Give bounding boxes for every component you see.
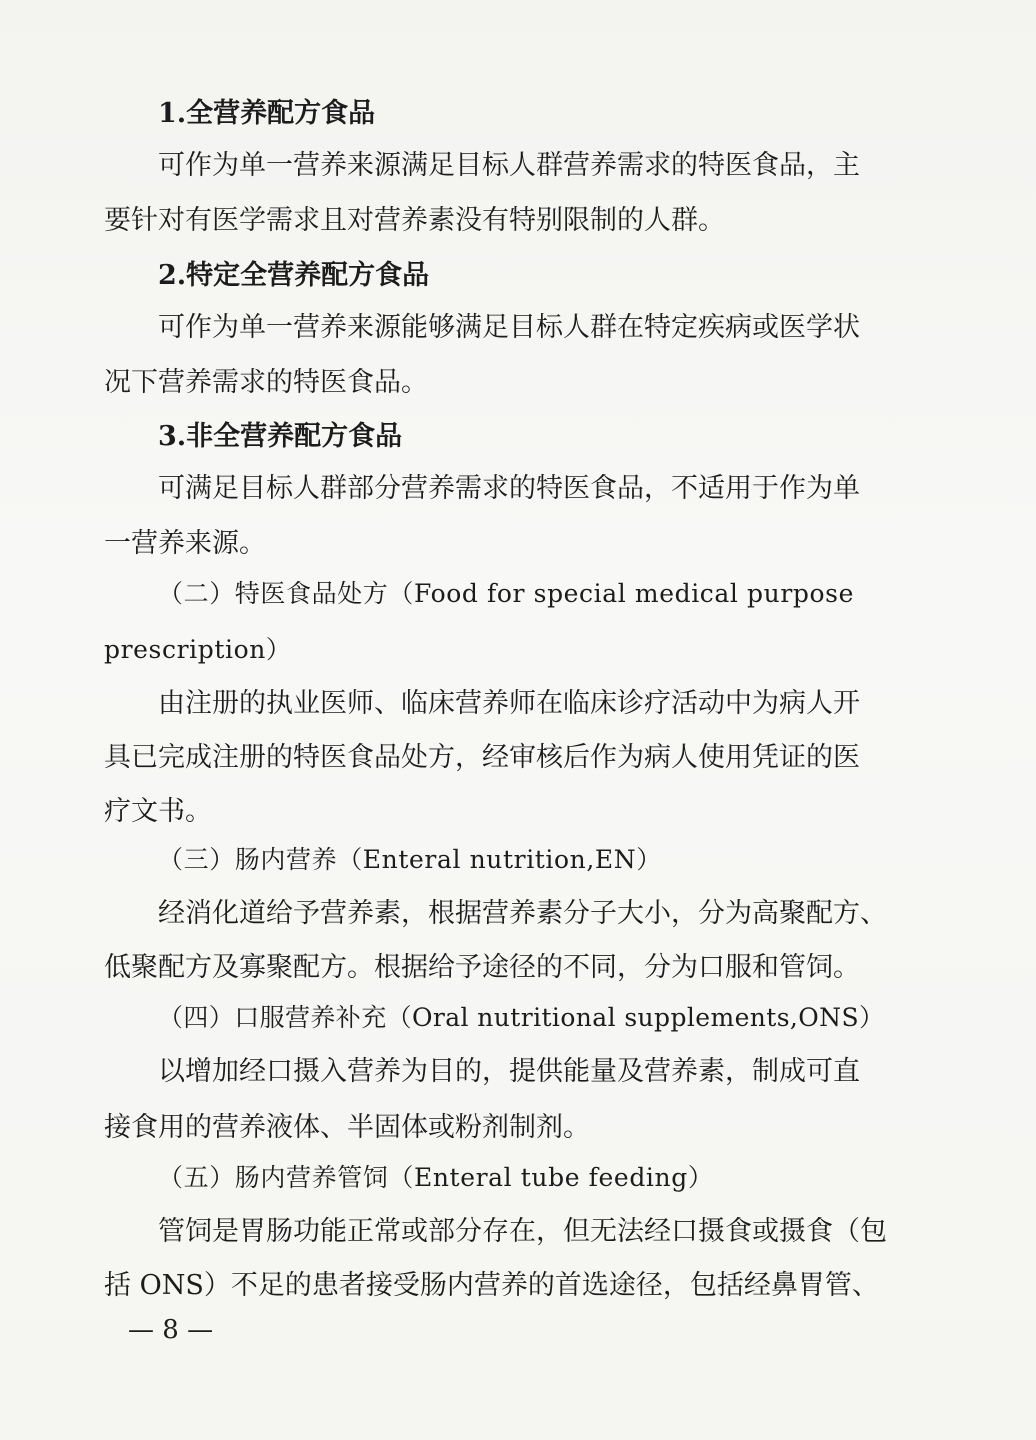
paragraph-line: 管饲是胃肠功能正常或部分存在，但无法经口摄食或摄食（包 <box>158 1216 887 1247</box>
section-heading-enteral-nutrition: （三）肠内营养（Enteral nutrition,EN） <box>158 845 662 874</box>
section-heading-prescription-cont: prescription） <box>104 635 292 664</box>
paragraph-line: 疗文书。 <box>104 796 212 827</box>
paragraph-line: 接食用的营养液体、半固体或粉剂制剂。 <box>104 1112 590 1143</box>
paragraph-line: 一营养来源。 <box>104 528 266 559</box>
paragraph-line: 低聚配方及寡聚配方。根据给予途径的不同，分为口服和管饲。 <box>104 952 860 983</box>
paragraph-line: 括 ONS）不足的患者接受肠内营养的首选途径，包括经鼻胃管、 <box>104 1270 879 1301</box>
paragraph-line: 经消化道给予营养素，根据营养素分子大小，分为高聚配方、 <box>158 898 887 929</box>
section-heading-prescription: （二）特医食品处方（Food for special medical purpose <box>158 579 854 608</box>
section-heading-ons: （四）口服营养补充（Oral nutritional supplements,ONS） <box>158 1003 885 1032</box>
section-heading-tube-feeding: （五）肠内营养管饲（Enteral tube feeding） <box>158 1163 714 1192</box>
paragraph-line: 可作为单一营养来源满足目标人群营养需求的特医食品，主 <box>158 150 860 181</box>
paragraph-line: 可作为单一营养来源能够满足目标人群在特定疾病或医学状 <box>158 312 860 343</box>
paragraph-line: 况下营养需求的特医食品。 <box>104 367 428 398</box>
paragraph-line: 可满足目标人群部分营养需求的特医食品，不适用于作为单 <box>158 473 860 504</box>
paragraph-line: 以增加经口摄入营养为目的，提供能量及营养素，制成可直 <box>158 1056 860 1087</box>
paragraph-line: 由注册的执业医师、临床营养师在临床诊疗活动中为病人开 <box>158 688 860 719</box>
heading-non-full-nutrition-formula: 3.非全营养配方食品 <box>158 421 403 452</box>
paragraph-line: 具已完成注册的特医食品处方，经审核后作为病人使用凭证的医 <box>104 742 860 773</box>
paragraph-line: 要针对有医学需求且对营养素没有特别限制的人群。 <box>104 205 725 236</box>
heading-full-nutrition-formula: 1.全营养配方食品 <box>158 98 376 129</box>
heading-specific-full-nutrition-formula: 2.特定全营养配方食品 <box>158 260 430 291</box>
page-number: — 8 — <box>128 1315 214 1345</box>
